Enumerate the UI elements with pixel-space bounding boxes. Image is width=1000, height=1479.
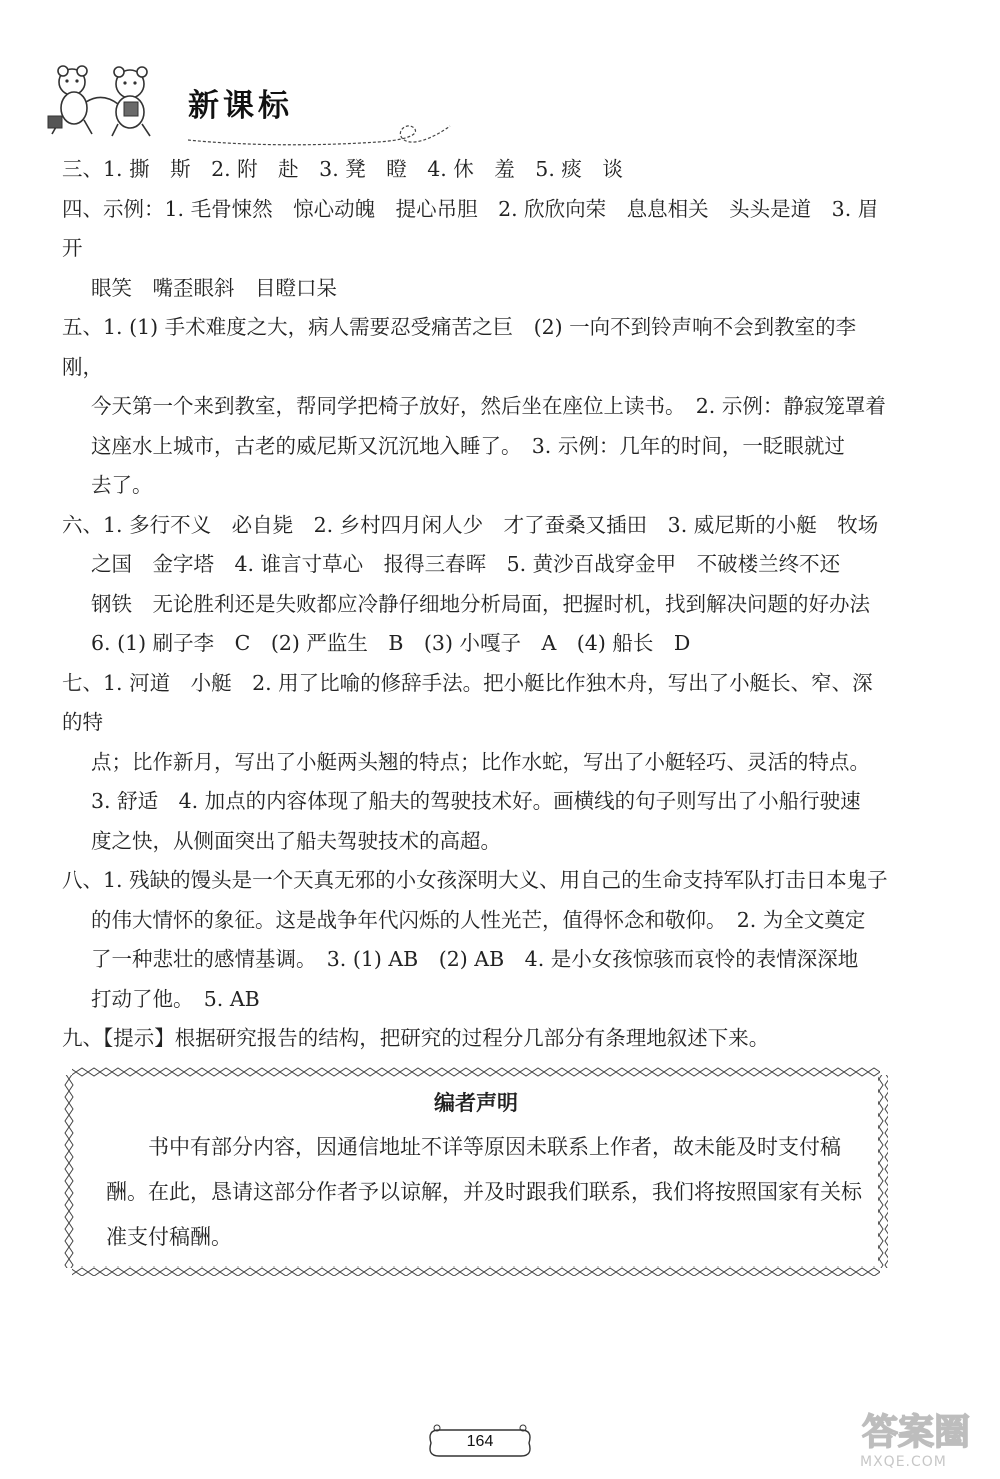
answer-line: 之国 金字塔 4. 谁言寸草心 报得三春晖 5. 黄沙百战穿金甲 不破楼兰终不还: [91, 552, 841, 576]
bear-mascots-illustration: [38, 62, 168, 138]
answer-line: 眼笑 嘴歪眼斜 目瞪口呆: [91, 275, 337, 300]
watermark-url: MXQE.COM: [860, 1454, 947, 1470]
watermark: [856, 1404, 996, 1476]
answer-line: 四、示例：1. 毛骨悚然 惊心动魄 提心吊胆 2. 欣欣向荣 息息相关 头头是道 3. 眉开: [62, 196, 879, 260]
answer-key: [62, 150, 892, 1059]
svg-text:答案圈: 答案圈: [862, 1412, 971, 1453]
answer-line: 五、1. (1) 手术难度之大，病人需要忍受痛苦之巨 (2) 一向不到铃声响不会到教室的李刚，: [62, 315, 857, 379]
answer-line: 这座水上城市，古老的威尼斯又沉沉地入睡了。 3. 示例：几年的时间，一眨眼就过: [91, 433, 845, 458]
answer-line: 钢铁 无论胜利还是失败都应冷静仔细地分析局面，把握时机，找到解决问题的好办法: [91, 591, 870, 616]
page-number: 164: [466, 1433, 494, 1450]
editor-notice-box: [64, 1067, 888, 1276]
answer-section: [62, 506, 892, 664]
answer-section: [62, 1019, 892, 1059]
answer-section: [62, 861, 892, 1019]
decorative-swirl-line: [188, 120, 458, 154]
notice-body: 书中有部分内容，因通信地址不详等原因未联系上作者，故未能及时支付稿酬。在此，恳请这部分作者予以谅解，并及时跟我们联系，我们将按照国家有关标准支付稿酬。: [106, 1135, 862, 1249]
answer-line: 3. 舒适 4. 加点的内容体现了船夫的驾驶技术好。画横线的句子则写出了小船行驶速: [91, 789, 861, 813]
answer-line: 三、1. 撕 斯 2. 附 赴 3. 凳 瞪 4. 休 羞 5. 痰 谈: [62, 157, 623, 181]
answer-line: 点；比作新月，写出了小艇两头翘的特点；比作水蛇，写出了小艇轻巧、灵活的特点。: [91, 749, 870, 774]
notice-title: 编者声明: [434, 1091, 518, 1115]
page-number-badge: [425, 1422, 535, 1464]
answer-line: 七、1. 河道 小艇 2. 用了比喻的修辞手法。把小艇比作独木舟，写出了小艇长、窄、深的特: [62, 670, 873, 734]
answer-line: 今天第一个来到教室，帮同学把椅子放好，然后坐在座位上读书。 2. 示例：静寂笼罩着: [91, 394, 886, 418]
answer-line: 打动了他。 5. AB: [91, 986, 260, 1011]
answer-section: [62, 664, 892, 862]
answer-line: 八、1. 残缺的馒头是一个天真无邪的小女孩深明大义、用自己的生命支持军队打击日本鬼子: [62, 868, 888, 892]
answer-line: 六、1. 多行不义 必自毙 2. 乡村四月闲人少 才了蚕桑又插田 3. 威尼斯的小艇 牧场: [62, 512, 879, 537]
brand-title: 新课标: [188, 88, 293, 124]
answer-line: 了一种悲壮的感情基调。 3. (1) AB (2) AB 4. 是小女孩惊骇而哀怜的表情深深地: [91, 947, 859, 971]
answer-line: 6. (1) 刷子李 C (2) 严监生 B (3) 小嘎子 A (4) 船长 D: [91, 631, 691, 655]
answer-section: [62, 308, 892, 506]
page-header: [38, 62, 418, 140]
answer-line: 去了。: [91, 473, 153, 497]
answer-line: 度之快，从侧面突出了船夫驾驶技术的高超。: [91, 828, 501, 853]
answer-section: [62, 150, 892, 190]
answer-line: 的伟大情怀的象征。这是战争年代闪烁的人性光芒，值得怀念和敬仰。 2. 为全文奠定: [91, 907, 866, 932]
watermark-logo: [856, 1404, 996, 1454]
answer-section: [62, 190, 892, 309]
answer-line: 九、【提示】根据研究报告的结构，把研究的过程分几部分有条理地叙述下来。: [62, 1026, 770, 1050]
